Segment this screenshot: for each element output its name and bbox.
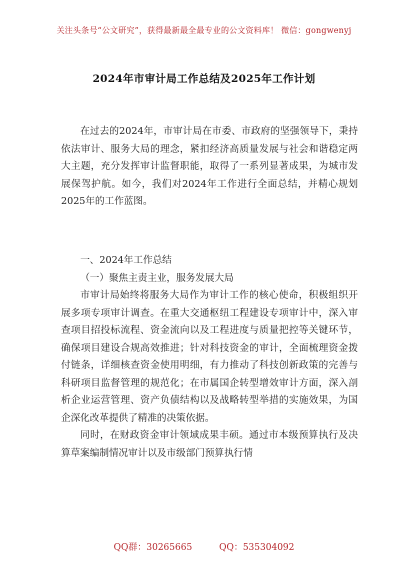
intro-paragraph: 在过去的2024年，市审计局在市委、市政府的坚强领导下，秉持依法审计、服务大局的理念，紧扣经济高质量发展与社会和谐稳定两大主题，充分发挥审计监督职能，取得了一系列显著成果，为城市发展保驾护航。如今，我们对2024年工作进行全面总结，并精心规划2025年的工作蓝图。 — [61, 126, 358, 207]
intro-section — [61, 123, 358, 211]
document-title: 2024年市审计局工作总结及2025年工作计划 — [92, 73, 316, 85]
sub-heading: （一）聚焦主责主业，服务发展大局 — [80, 272, 234, 284]
body-paragraph: 市审计局始终将服务大局作为审计工作的核心使命，积极组织开展多项专项审计调查。在重大交通枢纽工程建设专项审计中，深入审查项目招投标流程、资金流向以及工程进度与质量把控等关键环节，确保项目建设合规高效推进；针对科技资金的审计，全面梳理资金拨付链条，详细核查资金使用明细，有力推动了科技创新政策的完善与科研项目监督管理的规范化；在市属国企转型增效审计方面，深入剖析企业运营管理、资产负债结构以及战略转型举措的实施效果，为国企深化改革提供了精准的决策依据。 — [61, 290, 358, 424]
contact-footer — [0, 540, 408, 553]
summary-section — [61, 252, 358, 462]
promo-banner: 关注头条号“公文研究”，获得最新最全最专业的公文资料库！ 微信：gongwenyj — [56, 26, 352, 35]
body-paragraph-continued: 同时，在财政资金审计领域成果丰硕。通过市本级预算执行及决算草案编制情况审计以及市级部门预算执行情 — [61, 430, 358, 459]
qq-contact-text: QQ：535304092 — [219, 543, 295, 553]
qq-group-text: QQ群：30265665 — [113, 543, 193, 553]
section-heading: 一、2024年工作总结 — [80, 255, 172, 266]
